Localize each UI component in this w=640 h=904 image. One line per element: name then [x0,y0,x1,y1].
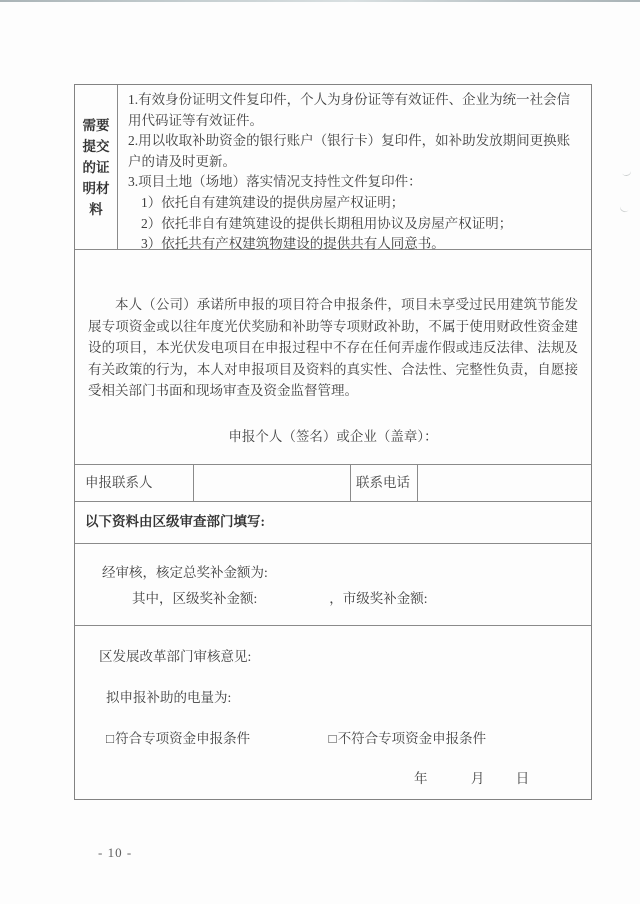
option-unqualified-label: 不符合专项资金申报条件 [337,730,487,746]
materials-label-cell [75,85,118,249]
approval-opinion-title: 区发展改革部门审核意见: [99,649,252,664]
district-subsidy-label: 其中，区级奖补金额: [132,591,258,606]
materials-subitem: 3）依托共有产权建筑物建设的提供共有人同意书。 [141,236,445,252]
contact-name-label: 申报联系人 [75,465,194,501]
page-number: - 10 - [98,845,133,860]
approval-opinion-row [75,626,591,799]
subsidy-breakdown-line [102,586,591,612]
materials-list [118,85,591,252]
option-unqualified [329,731,487,746]
materials-item: 2.用以收取补助资金的银行账户（银行卡）复印件，如补助发放期间更换账户的请及时更新。 [128,133,571,169]
materials-item: 3.项目土地（场地）落实情况支持性文件复印件： [128,174,422,190]
scan-edge-artifact [0,0,640,2]
qualification-options [75,729,591,749]
signature-label: 申报个人（签名）或企业（盖章）： [228,428,438,444]
total-subsidy-label: 经审核，核定总奖补金额为: [102,565,268,580]
materials-subitem: 1）依托自有建筑建设的提供房屋产权证明； [141,194,405,210]
checkbox-unchecked-icon: □ [106,730,115,746]
materials-item: 1.有效身份证明文件复印件，个人为身份证等有效证件、企业为统一社会信用代码证等有效证件。 [128,92,571,128]
district-section-header: 以下资料由区级审查部门填写: [75,502,591,544]
contact-phone-value-cell [418,465,591,501]
date-month-label: 月 [470,770,485,786]
application-form-table [74,84,592,800]
materials-row [75,85,591,250]
declaration-text: 本人（公司）承诺所申报的项目符合申报条件，项目未享受过民用建筑节能发展专项资金或以往年度光伏奖励和补助等专项财政补助，不属于使用财政性资金建设的项目，本光伏发电项目在申报过程中不存在任何弄虚作假或违反法律、法规及有关政策的行为，本人对申报项目及资料的真实性、合法性、完整性负责，自愿接受相关部门书面和现场审查及资金监督管理。 [88,297,578,398]
verified-amount-row [75,544,591,626]
city-subsidy-label: ，市级奖补金额: [329,591,428,606]
declaration-row [75,250,591,465]
contact-row [75,465,591,502]
date-year-label: 年 [414,770,428,786]
date-blank-line [75,769,591,789]
scan-speck-artifact [619,202,631,213]
option-qualified-label: 符合专项资金申报条件 [115,730,251,746]
electricity-amount-label: 拟申报补助的电量为: [106,690,232,706]
scan-speck-artifact [621,167,632,177]
contact-phone-label: 联系电话 [351,465,418,501]
materials-label: 需要提交的证明材料 [82,117,110,217]
date-day-label: 日 [515,770,530,786]
contact-name-value-cell [194,465,351,501]
materials-subitem: 2）依托非自有建筑建设的提供长期租用协议及房屋产权证明； [141,215,513,231]
option-qualified [106,731,250,746]
checkbox-unchecked-icon: □ [328,730,337,746]
